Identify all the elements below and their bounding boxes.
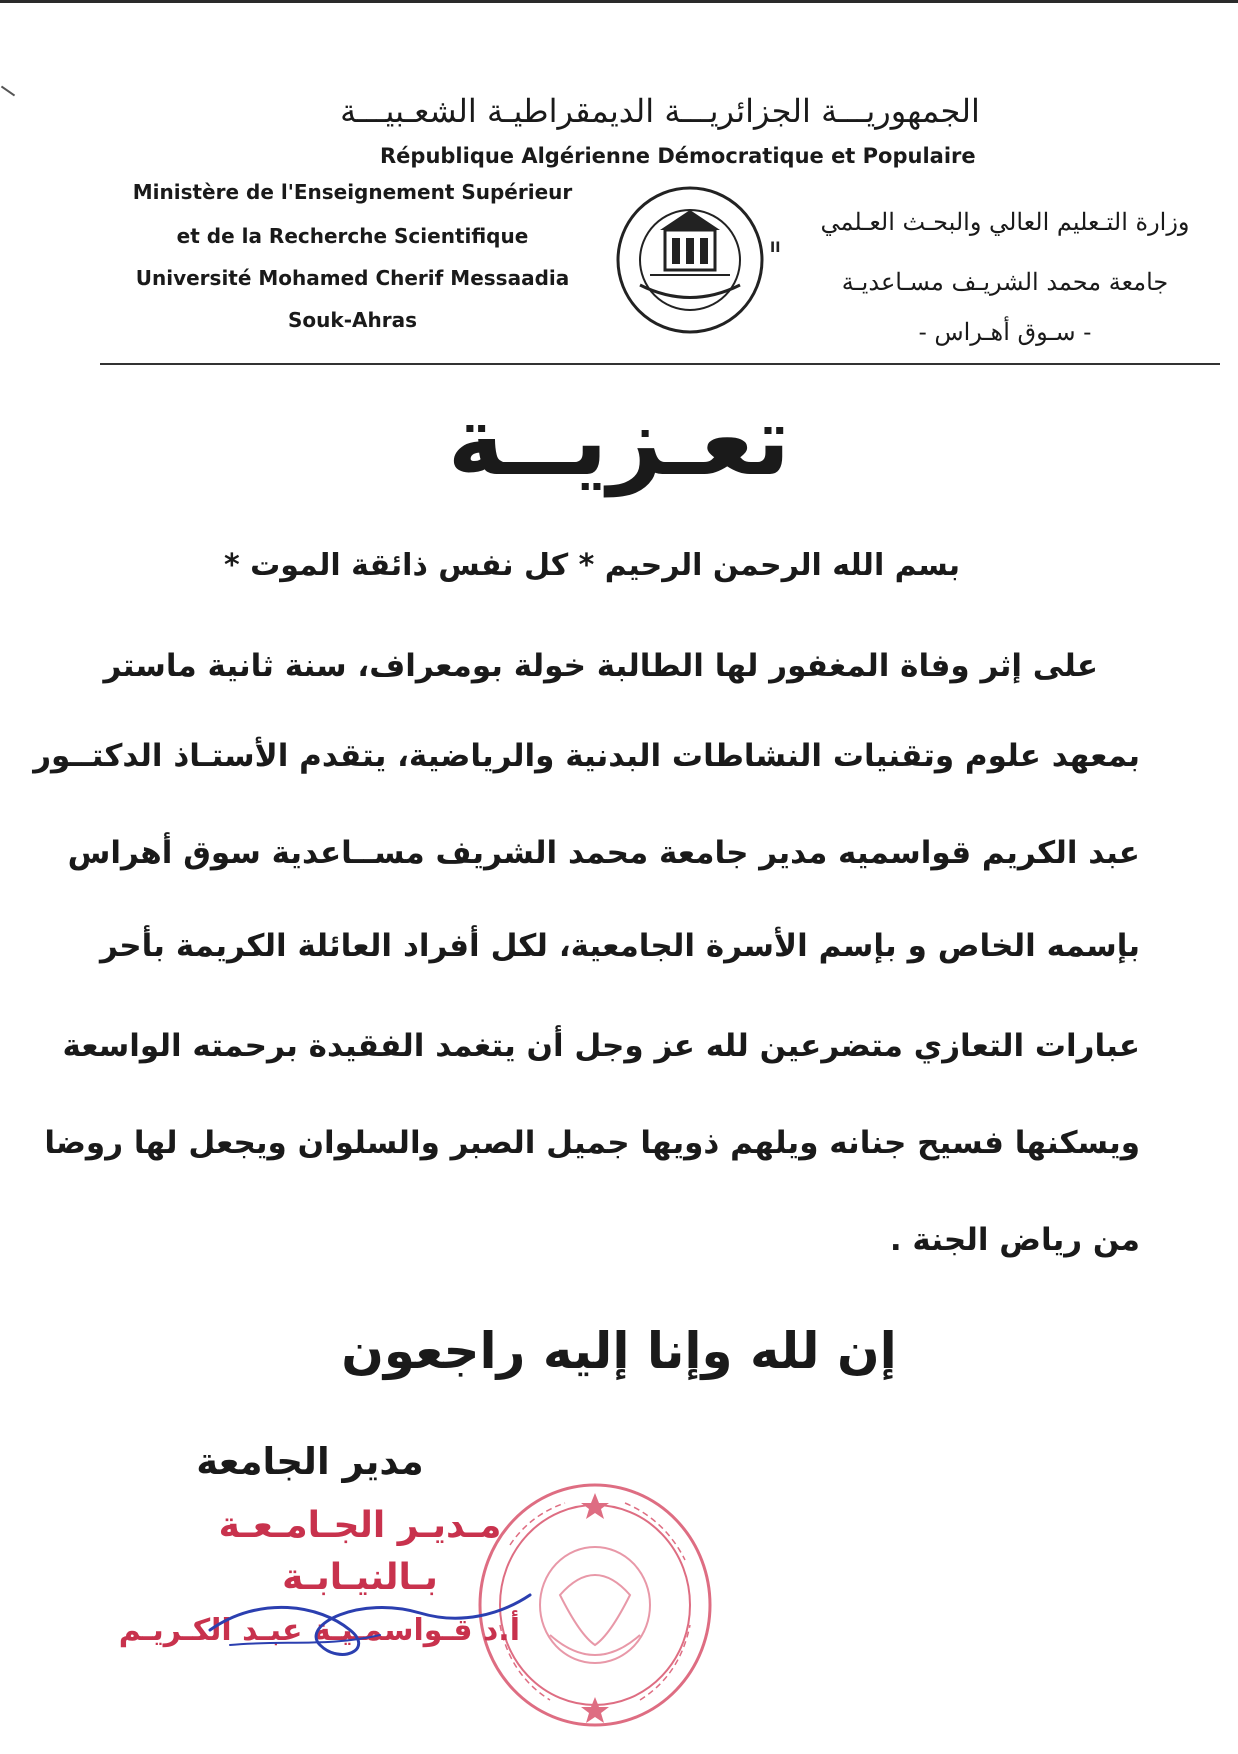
body-line: عبد الكريم قواسميه مدير جامعة محمد الشريف مســاعدية سوق أهراس	[67, 835, 1140, 871]
university-ar: جامعة محمد الشريـف مسـاعديـة	[841, 268, 1169, 296]
handwritten-signature	[118, 1535, 540, 1685]
body-line: على إثر وفاة المغفور لها الطالبة خولة بومعراف، سنة ثانية ماستر	[103, 648, 1098, 684]
closing-verse: إن لله وإنا إليه راجعون	[341, 1322, 897, 1380]
body-line: بمعهد علوم وتقنيات النشاطات البدنية والرياضية، يتقدم الأستـاذ الدكتــور	[33, 738, 1140, 774]
ministry-fr: Ministère de l'Enseignement Supérieur	[132, 180, 573, 204]
scan-edge-line	[0, 0, 1238, 3]
scan-mark	[1, 86, 15, 97]
city-fr: Souk-Ahras	[288, 308, 417, 332]
header-divider	[100, 363, 1220, 365]
republic-title-ar: الجمهوريـــة الجزائريـــة الديمقراطيـة الشعـبيـــة	[340, 92, 980, 130]
basmala: بسم الله الرحمن الرحيم * كل نفس ذائقة الموت *	[223, 548, 960, 583]
svg-text:II: II	[770, 240, 781, 256]
university-fr: Université Mohamed Cherif Messaadia	[135, 266, 570, 290]
stamp-line: بـالنيـابـة	[282, 1557, 438, 1598]
body-line: بإسمه الخاص و بإسم الأسرة الجامعية، لكل أفراد العائلة الكريمة بأحر	[100, 928, 1140, 964]
city-ar: - سـوق أهـراس -	[918, 318, 1092, 346]
body-line: عبارات التعازي متضرعين لله عز وجل أن يتغمد الفقيدة برحمته الواسعة	[62, 1028, 1140, 1064]
stamp-line: أ.د قـواسمـيـة عبـد الكـريـم	[118, 1613, 520, 1648]
document-title: تعـزيــة	[447, 385, 791, 497]
republic-title-fr: République Algérienne Démocratique et Populaire	[380, 144, 976, 168]
body-line: ويسكنها فسيح جنانه ويلهم ذويها جميل الصبر والسلوان ويجعل لها روضا	[44, 1125, 1140, 1161]
university-emblem-icon	[610, 180, 790, 340]
ministry-fr-line2: et de la Recherche Scientifique	[176, 224, 529, 248]
body-line: من رياض الجنة .	[889, 1222, 1140, 1258]
stamp-line: مـديـر الجـامـعـة	[218, 1505, 502, 1546]
signer-title: مدير الجامعة	[196, 1440, 424, 1483]
ministry-ar: وزارة التـعليم العالي والبحـث العـلمي	[820, 208, 1190, 236]
